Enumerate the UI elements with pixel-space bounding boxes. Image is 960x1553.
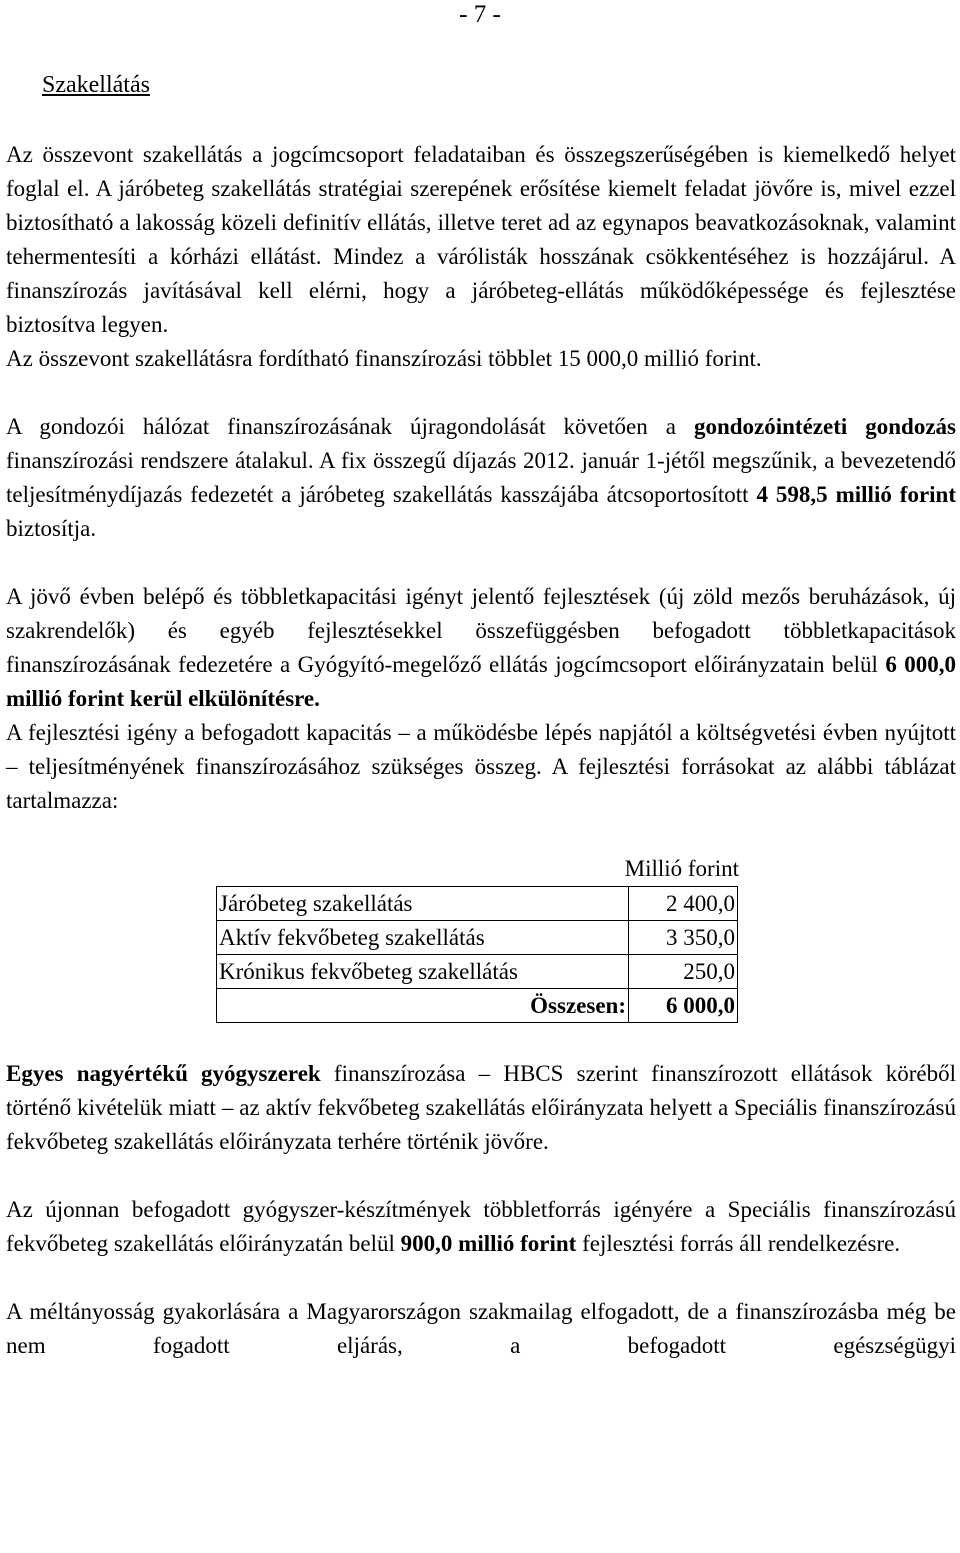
total-label: Összesen: [217,989,629,1023]
row-value: 3 350,0 [629,921,738,955]
emphasis-text: Egyes nagyértékű gyógyszerek [6,1061,321,1086]
paragraph-gondozoi [6,410,956,546]
table-row [217,887,738,921]
table-total-row [217,989,738,1023]
row-value: 250,0 [629,955,738,989]
table-row [217,955,738,989]
row-label: Járóbeteg szakellátás [217,887,629,921]
section-heading: Szakellátás [42,72,150,98]
row-label: Krónikus fekvőbeteg szakellátás [217,955,629,989]
paragraph-text: finanszírozási rendszere átalakul. A fix összegű díjazás 2012. január 1-jétől megszűnik, a bevezetendő teljesítménydíjazás fedezetét a járóbeteg szakellátás kasszájába átcsoportosított [6,448,956,507]
paragraph-gyogyszerek [6,1057,956,1159]
page-number: - 7 - [459,1,501,28]
funding-table [216,886,738,1023]
emphasis-amount: 900,0 millió forint [400,1231,577,1256]
total-value: 6 000,0 [629,989,738,1023]
paragraph-text: Az összevont szakellátásra fordítható finanszírozási többlet 15 000,0 millió forint. [6,346,762,371]
emphasis-text: gondozóintézeti gondozás [693,414,956,439]
row-value: 2 400,0 [629,887,738,921]
paragraph-text: biztosítja. [6,516,97,541]
document-body [6,138,956,1363]
paragraph-fejlesztes [6,580,956,818]
paragraph-text: finanszírozása – HBCS szerint finanszírozott ellátások köréből történő kivételük miatt – az aktív fekvőbeteg szakellátás előirányzata helyett a Speciális finanszírozású fekvőbeteg szakellátás előirányzata terhére történik jövőre. [6,1061,956,1154]
paragraph-text: A jövő évben belépő és többletkapacitási igényt jelentő fejlesztések (új zöld mezős beruházások, új szakrendelők) és egyéb fejlesztésekkel összefüggésben befogadott többletkapacitások finanszírozásának fedezetére a Gyógyító-megelőző ellátás jogcímcsoport előirányzatain belül [6,584,956,677]
paragraph-text: A fejlesztési igény a befogadott kapacitás – a működésbe lépés napjától a költségvetési évben nyújtott – teljesítményének finanszírozásához szükséges összeg. A fejlesztési forrásokat az alábbi táblázat tartalmazza: [6,720,956,813]
paragraph-meltanyossag: A méltányosság gyakorlására a Magyarországon szakmailag elfogadott, de a finanszírozásba még be nem fogadott eljárás, a befogadott egészségügyi [6,1299,956,1358]
paragraph-text: Az összevont szakellátás a jogcímcsoport feladataiban és összegszerűségében is kiemelkedő helyet foglal el. A járóbeteg szakellátás stratégiai szerepének erősítése kiemelt feladat jövőre is, mivel ezzel biztosítható a lakosság közeli definitív ellátás, illetve teret ad az egynapos beavatkozásoknak, valamint tehermentesíti a kórházi ellátást. Mindez a várólisták hosszának csökkentéséhez is hozzájárul. A finanszírozás javításával kell elérni, hogy a járóbeteg-ellátás működőképessége és fejlesztése biztosítva legyen. [6,142,956,337]
funding-table-block [216,852,741,1023]
emphasis-amount: 6 000,0 millió forint kerül elkülönítésre. [6,652,956,711]
paragraph-text: Az újonnan befogadott gyógyszer-készítmények többletforrás igényére a Speciális finanszírozású fekvőbeteg szakellátás előirányzatán belül [6,1197,956,1256]
paragraph-intro [6,138,956,376]
emphasis-amount: 4 598,5 millió forint [756,482,957,507]
table-unit: Millió forint [624,856,739,881]
paragraph-text: A gondozói hálózat finanszírozásának újragondolását követően a [6,414,694,439]
row-label: Aktív fekvőbeteg szakellátás [217,921,629,955]
paragraph-text: fejlesztési forrás áll rendelkezésre. [576,1231,901,1256]
paragraph-keszitmenyek [6,1193,956,1261]
table-row [217,921,738,955]
